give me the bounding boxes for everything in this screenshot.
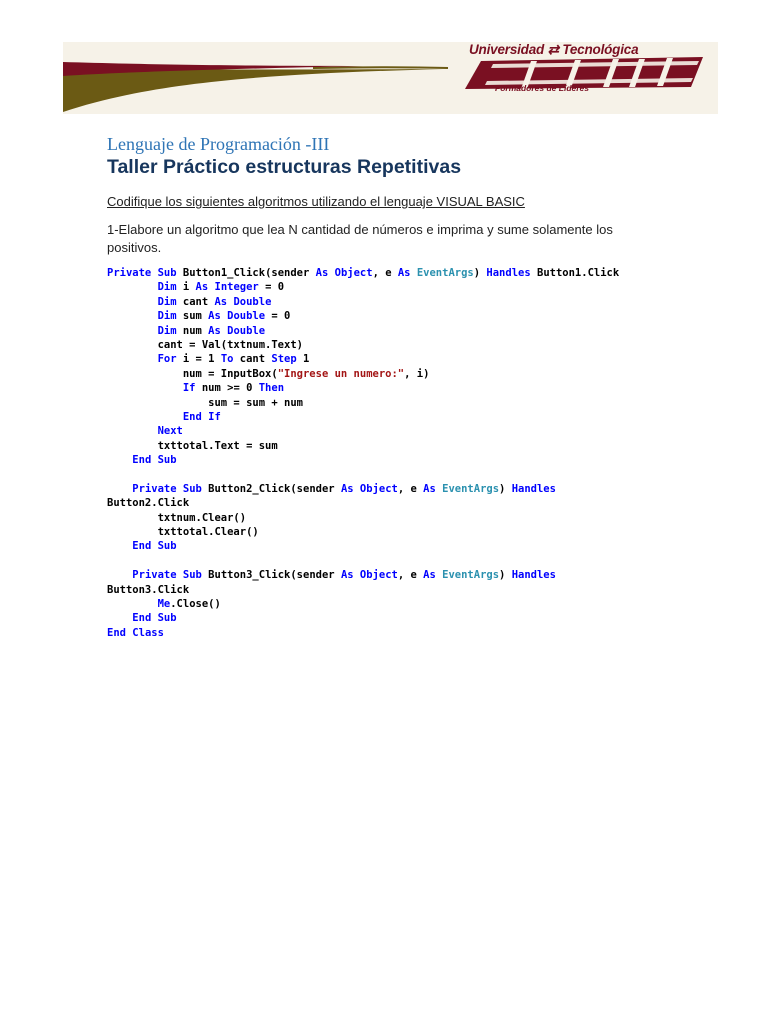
code-token bbox=[107, 296, 158, 308]
code-line bbox=[107, 626, 619, 640]
code-token: End bbox=[132, 454, 152, 467]
code-line bbox=[107, 597, 619, 611]
code-token bbox=[107, 598, 158, 610]
code-line bbox=[107, 309, 619, 323]
code-token: Button2.Click bbox=[107, 497, 190, 510]
code-token: i = 1 bbox=[176, 353, 221, 366]
code-line bbox=[107, 568, 619, 582]
code-token bbox=[107, 612, 132, 624]
code-token: As bbox=[340, 482, 354, 495]
code-token: Step bbox=[271, 353, 297, 366]
code-token: sum = sum + num bbox=[107, 396, 303, 409]
code-token bbox=[107, 310, 158, 322]
code-token: Object bbox=[359, 482, 398, 495]
code-token: Handles bbox=[511, 569, 556, 582]
code-token: txtnum.Clear() bbox=[107, 511, 247, 524]
code-token: End bbox=[182, 410, 202, 423]
code-token bbox=[107, 411, 183, 423]
code-token: Button3_Click(sender bbox=[201, 569, 341, 582]
instruction-text: Codifique los siguientes algoritmos utilizando el lenguaje VISUAL BASIC bbox=[107, 194, 525, 209]
code-token: As bbox=[195, 281, 209, 294]
code-token: As bbox=[315, 267, 329, 279]
code-line bbox=[107, 266, 619, 280]
code-token: ) bbox=[499, 569, 512, 582]
code-line bbox=[107, 396, 619, 410]
code-token: As bbox=[208, 324, 221, 337]
code-line bbox=[107, 295, 619, 309]
code-line bbox=[107, 338, 619, 352]
code-token bbox=[107, 281, 158, 293]
code-token: If bbox=[182, 382, 196, 395]
code-token: As bbox=[397, 267, 411, 279]
code-token: sum bbox=[176, 310, 209, 323]
code-token bbox=[107, 353, 158, 365]
code-token: Next bbox=[157, 425, 183, 438]
code-line bbox=[107, 611, 619, 625]
code-line bbox=[107, 539, 619, 553]
code-token: Button1.Click bbox=[530, 267, 620, 279]
code-token: cant bbox=[176, 295, 215, 308]
code-line bbox=[107, 439, 619, 453]
code-token: Class bbox=[132, 626, 164, 639]
code-token: ) bbox=[499, 482, 512, 495]
code-token bbox=[107, 454, 132, 466]
code-line bbox=[107, 467, 619, 481]
code-token: For bbox=[157, 353, 177, 366]
code-token bbox=[107, 325, 158, 337]
code-token: If bbox=[208, 410, 221, 423]
code-token: Private bbox=[132, 569, 177, 582]
code-token bbox=[107, 540, 132, 552]
code-line bbox=[107, 352, 619, 366]
code-line bbox=[107, 280, 619, 294]
code-token: Then bbox=[258, 382, 285, 395]
code-token: Integer bbox=[214, 281, 259, 294]
code-token: Button1_Click(sender bbox=[176, 267, 316, 279]
code-token: As bbox=[340, 569, 354, 582]
code-token: Sub bbox=[157, 612, 177, 625]
code-token: Object bbox=[359, 569, 398, 582]
code-line bbox=[107, 410, 619, 424]
code-line bbox=[107, 554, 619, 568]
code-token: Me bbox=[157, 597, 171, 610]
code-token: Private bbox=[132, 482, 177, 495]
code-block bbox=[107, 266, 619, 640]
code-token: i bbox=[176, 281, 196, 294]
code-token bbox=[107, 425, 158, 437]
code-token bbox=[107, 483, 132, 495]
code-token: = 0 bbox=[258, 281, 285, 294]
code-token: Sub bbox=[182, 482, 202, 495]
code-line bbox=[107, 424, 619, 438]
code-token: Dim bbox=[157, 295, 177, 308]
code-token: As bbox=[214, 295, 228, 308]
logo-emblem-icon: ⇄ bbox=[547, 42, 563, 57]
code-token: Handles bbox=[511, 482, 556, 495]
code-token: Double bbox=[227, 324, 266, 337]
code-token: num bbox=[176, 324, 209, 337]
code-token: End bbox=[132, 540, 152, 553]
code-token: , e bbox=[372, 267, 398, 279]
code-token: Sub bbox=[157, 267, 177, 279]
code-token bbox=[107, 382, 183, 394]
code-token: , e bbox=[397, 569, 424, 582]
code-token: EventArgs bbox=[442, 569, 500, 582]
code-token: As bbox=[423, 482, 436, 495]
code-line bbox=[107, 381, 619, 395]
code-token: txttotal.Clear() bbox=[107, 526, 259, 539]
code-token: .Close() bbox=[170, 597, 221, 610]
code-token: , i) bbox=[404, 367, 430, 380]
swoosh-graphic bbox=[63, 42, 463, 114]
code-token: End bbox=[107, 626, 126, 639]
code-token: As bbox=[208, 310, 221, 323]
code-token: Dim bbox=[157, 310, 177, 323]
code-token: As bbox=[423, 569, 436, 582]
code-token: Double bbox=[233, 295, 272, 308]
code-token: cant = Val(txtnum.Text) bbox=[107, 338, 303, 351]
code-token: = 0 bbox=[265, 310, 291, 323]
header-banner bbox=[63, 42, 718, 114]
code-token: EventArgs bbox=[416, 267, 474, 279]
code-token bbox=[107, 569, 132, 581]
code-token: Object bbox=[334, 267, 373, 279]
course-heading: Lenguaje de Programación -III bbox=[107, 134, 330, 154]
code-line bbox=[107, 324, 619, 338]
code-line bbox=[107, 482, 619, 496]
code-token: ) bbox=[473, 267, 487, 279]
code-token: Dim bbox=[157, 324, 177, 337]
code-token: EventArgs bbox=[442, 482, 500, 495]
code-token: Dim bbox=[157, 281, 177, 294]
code-line bbox=[107, 583, 619, 597]
code-token: Sub bbox=[157, 540, 177, 553]
code-line bbox=[107, 453, 619, 467]
code-token: Private bbox=[107, 267, 152, 279]
code-token: End bbox=[132, 612, 152, 625]
code-token: "Ingrese un numero:" bbox=[277, 367, 405, 380]
code-token: To bbox=[220, 353, 234, 366]
code-token: Sub bbox=[157, 454, 177, 467]
logo-university-line: Universidad ⇄ Tecnológica bbox=[469, 42, 639, 57]
code-line bbox=[107, 525, 619, 539]
code-token: 1 bbox=[296, 353, 310, 366]
logo-tagline: Formadores de Líderes bbox=[495, 83, 590, 93]
oteima-logo bbox=[463, 42, 718, 114]
code-token: Handles bbox=[486, 267, 531, 279]
code-line bbox=[107, 511, 619, 525]
document-title: Taller Práctico estructuras Repetitivas bbox=[107, 156, 462, 178]
code-token: txttotal.Text = sum bbox=[107, 439, 278, 452]
code-token: Button2_Click(sender bbox=[201, 482, 341, 495]
code-line bbox=[107, 496, 619, 510]
code-token: num = InputBox( bbox=[107, 367, 278, 380]
code-token: Double bbox=[227, 310, 266, 323]
code-line bbox=[107, 367, 619, 381]
code-token: cant bbox=[233, 353, 272, 366]
exercise-1-text: 1-Elabore un algoritmo que lea N cantidad de números e imprima y sume solamente los positivos. bbox=[107, 222, 613, 255]
code-token: , e bbox=[397, 482, 424, 495]
code-token: Sub bbox=[182, 569, 202, 582]
code-token: num >= 0 bbox=[195, 382, 259, 395]
code-token: Button3.Click bbox=[107, 583, 190, 596]
